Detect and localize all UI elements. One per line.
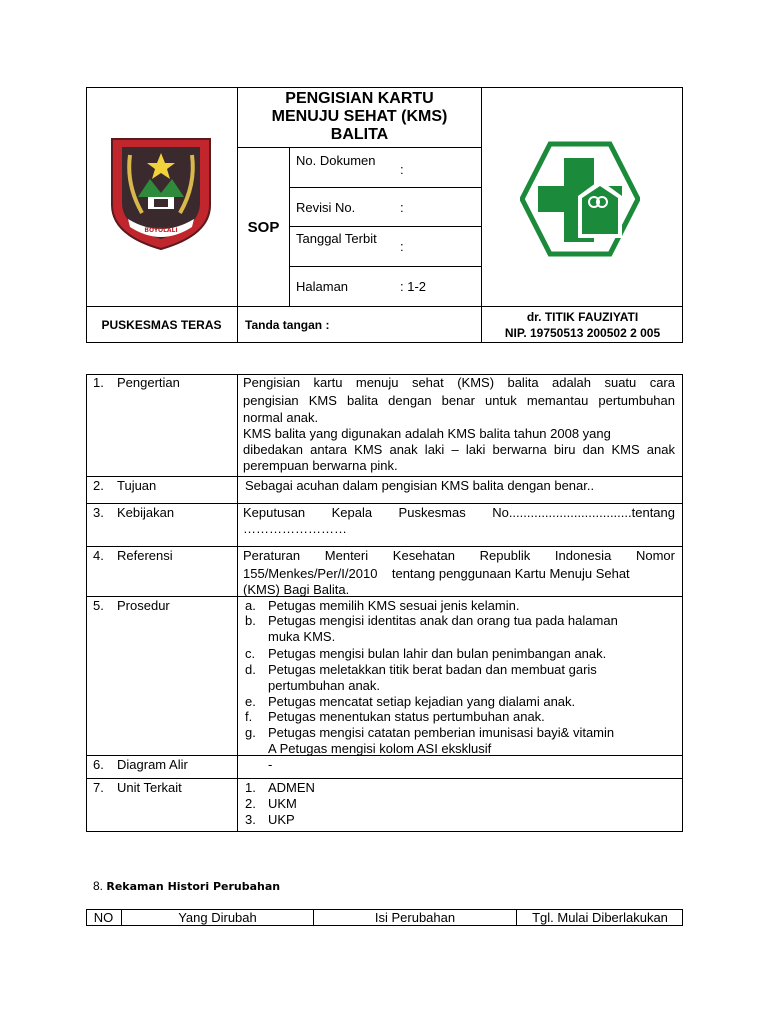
- row-label-referensi: 4. Referensi: [93, 548, 173, 563]
- unit-item-1: 1. ADMEN: [245, 780, 315, 795]
- field-value-halaman: : 1-2: [400, 279, 427, 294]
- signer-block: [482, 309, 683, 341]
- boyolali-emblem-icon: [108, 135, 214, 253]
- field-label-tanggal-terbit: Tanggal Terbit: [296, 231, 377, 246]
- row-label-unit-terkait: 7. Unit Terkait: [93, 780, 182, 795]
- table-divider: [86, 503, 683, 504]
- signature-label: Tanda tangan :: [245, 318, 330, 332]
- prosedur-step-a: a. Petugas memilih KMS sesuai jenis kelamin.: [245, 598, 520, 613]
- prosedur-step-f: f. Petugas menentukan status pertumbuhan anak.: [245, 709, 545, 724]
- sop-label: SOP: [247, 218, 280, 236]
- field-value-no-dokumen: :: [400, 162, 404, 177]
- row-content-tujuan: Sebagai acuhan dalam pengisian KMS balita dengan benar..: [245, 478, 595, 493]
- row-label-kebijakan: 3. Kebijakan: [93, 505, 175, 520]
- field-value-tanggal-terbit: :: [400, 239, 404, 254]
- history-col-yang-dirubah: Yang Dirubah: [178, 910, 257, 925]
- row-content-pengertian: Pengisian kartu menuju sehat (KMS) balita adalah suatu cara pengisian KMS balita dengan benar untuk memantau pertumbuhan normal anak. KMS balita yang digunakan adalah KMS balita tahun 2008 yang dibedakan antara KMS anak laki – laki berwarna biru dan KMS anak perempuan berwarna pink.: [243, 375, 675, 473]
- field-value-revisi: :: [400, 200, 404, 215]
- row-content-kebijakan: Keputusan Kepala Puskesmas No..................................tentang ……………………: [243, 505, 675, 536]
- table-divider: [86, 546, 683, 547]
- row-label-pengertian: 1. Pengertian: [93, 375, 180, 390]
- table-divider: [86, 778, 683, 779]
- table-divider: [86, 476, 683, 477]
- history-col-tgl-mulai: Tgl. Mulai Diberlakukan: [532, 910, 668, 925]
- header-divider: [289, 148, 290, 306]
- prosedur-step-g: g. Petugas mengisi catatan pemberian imunisasi bayi& vitamin A Petugas mengisi kolom ASI eksklusif: [245, 725, 615, 756]
- puskesmas-logo-icon: [520, 140, 640, 258]
- row-label-prosedur: 5. Prosedur: [93, 598, 170, 613]
- org-name: PUSKESMAS TERAS: [101, 318, 222, 332]
- emblem-logotype: BOYOLALI: [144, 227, 178, 234]
- unit-item-2: 2. UKM: [245, 796, 297, 811]
- prosedur-step-b: b. Petugas mengisi identitas anak dan orang tua pada halaman muka KMS.: [245, 613, 618, 644]
- header-divider: [289, 266, 482, 267]
- row-content-referensi: Peraturan Menteri Kesehatan Republik Indonesia Nomor 155/Menkes/Per/I/2010 tentang penggunaan Kartu Menuju Sehat (KMS) Bagi Balita.: [243, 548, 675, 597]
- header-divider: [481, 87, 482, 343]
- header-divider: [289, 226, 482, 227]
- history-col-no: NO: [93, 910, 114, 925]
- prosedur-step-c: c. Petugas mengisi bulan lahir dan bulan penimbangan anak.: [245, 646, 607, 661]
- history-heading: 8. Rekaman Histori Perubahan: [93, 879, 281, 893]
- prosedur-step-e: e. Petugas mencatat setiap kejadian yang dialami anak.: [245, 694, 576, 709]
- header-divider: [289, 187, 482, 188]
- history-col-isi-perubahan: Isi Perubahan: [374, 910, 456, 925]
- signer-name: dr. TITIK FAUZIYATI: [526, 310, 639, 324]
- prosedur-step-d: d. Petugas meletakkan titik berat badan dan membuat garis pertumbuhan anak.: [245, 662, 597, 693]
- signer-nip: NIP. 19750513 200502 2 005: [504, 326, 661, 340]
- row-label-tujuan: 2. Tujuan: [93, 478, 157, 493]
- unit-item-3: 3. UKP: [245, 812, 295, 827]
- field-label-revisi: Revisi No.: [296, 200, 356, 215]
- row-label-diagram-alir: 6. Diagram Alir: [93, 757, 188, 772]
- field-label-no-dokumen: No. Dokumen: [296, 153, 376, 168]
- row-content-diagram-alir: -: [268, 757, 273, 772]
- field-label-halaman: Halaman: [296, 279, 349, 294]
- page-title: PENGISIAN KARTU MENUJU SEHAT (KMS) BALITA: [271, 90, 448, 143]
- table-divider: [237, 374, 238, 832]
